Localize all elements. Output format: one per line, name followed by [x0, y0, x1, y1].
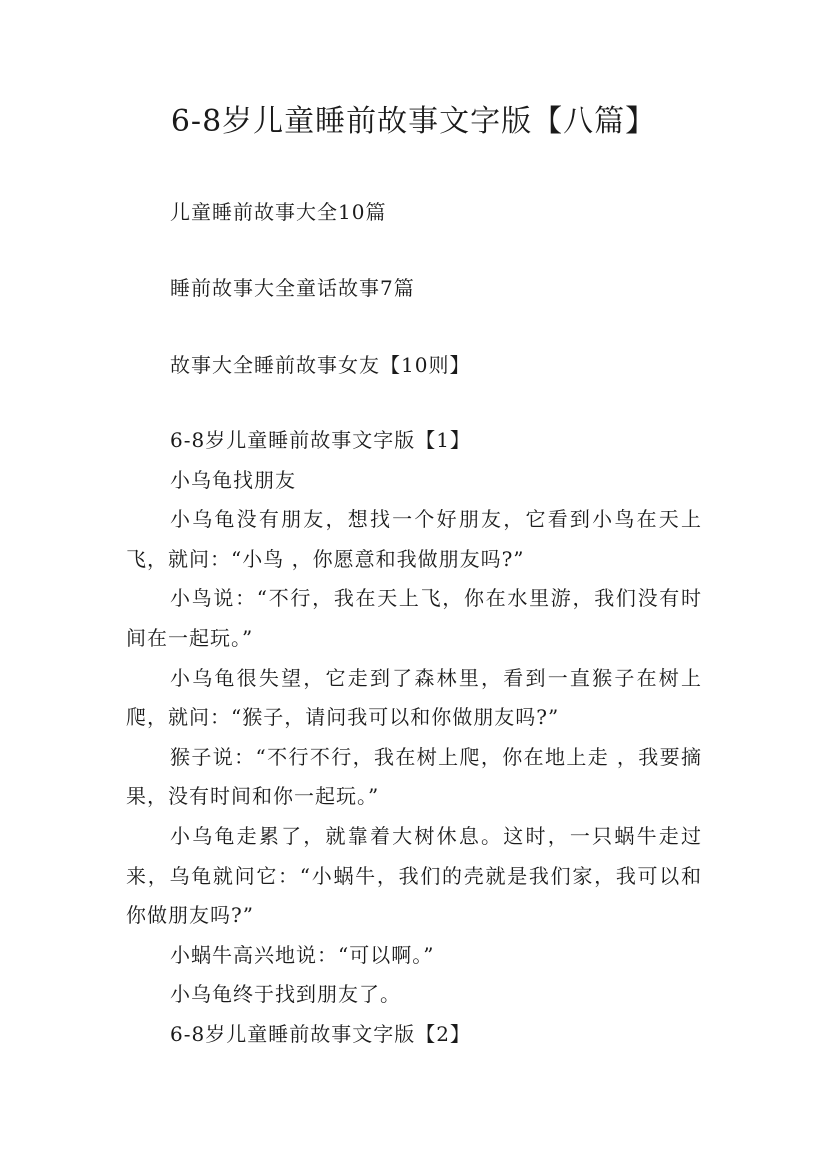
related-link-3[interactable]: 故事大全睡前故事女友【10则】 — [170, 353, 471, 377]
story-paragraph: 小乌龟终于找到朋友了。 — [170, 982, 401, 1007]
article-body — [126, 421, 702, 1055]
story-paragraph: 小蜗牛高兴地说：“可以啊。” — [170, 942, 435, 967]
story-title: 小乌龟找朋友 — [170, 467, 296, 492]
section-heading-2: 6-8岁儿童睡前故事文字版【2】 — [170, 1021, 471, 1046]
story-paragraph: 猴子说：“不行不行，我在树上爬，你在地上走 ，我要摘果，没有时间和你一起玩。” — [126, 744, 702, 809]
story-paragraph: 小鸟说：“不行，我在天上飞，你在水里游，我们没有时间在一起玩。” — [126, 586, 702, 650]
document-title: 6-8岁儿童睡前故事文字版【八篇】 — [170, 104, 657, 139]
section-heading-1: 6-8岁儿童睡前故事文字版【1】 — [170, 428, 471, 452]
story-paragraph: 小乌龟没有朋友，想找一个好朋友，它看到小鸟在天上飞，就问：“小鸟 ，你愿意和我做朋友吗?” — [126, 507, 702, 571]
related-link-1[interactable]: 儿童睡前故事大全10篇 — [170, 200, 387, 224]
story-paragraph: 小乌龟很失望，它走到了森林里，看到一直猴子在树上爬，就问：“猴子，请问我可以和你做朋友吗?” — [126, 665, 702, 730]
story-paragraph: 小乌龟走累了，就靠着大树休息。这时，一只蜗牛走过来，乌龟就问它：“小蜗牛，我们的壳就是我们家，我可以和你做朋友吗?” — [126, 823, 702, 928]
related-link-2[interactable]: 睡前故事大全童话故事7篇 — [170, 276, 415, 300]
